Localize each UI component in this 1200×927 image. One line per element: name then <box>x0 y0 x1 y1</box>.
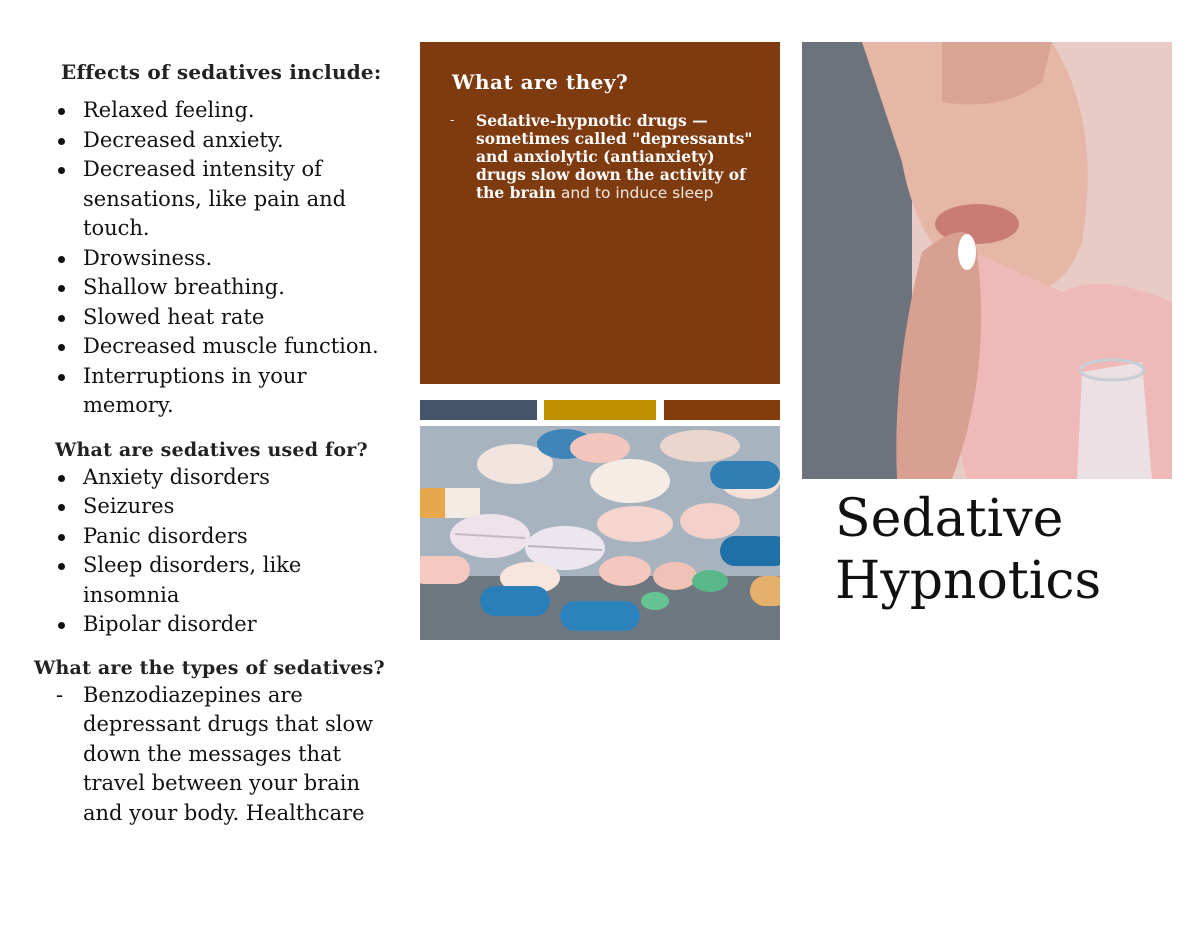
effects-item <box>30 155 400 244</box>
effects-item <box>30 126 400 156</box>
panel-line: and anxiolytic (antianxiety) <box>476 147 715 166</box>
panel-line: Sedative-hypnotic drugs — <box>476 111 708 130</box>
title-line-1: Sedative <box>835 489 1064 549</box>
effects-line: Shallow breathing. <box>83 275 285 299</box>
bullet-dot <box>58 167 65 174</box>
bullet-dot <box>58 622 65 629</box>
effects-item <box>30 273 400 303</box>
woman-illustration <box>802 42 1172 479</box>
uses-item <box>30 522 400 552</box>
panel-text <box>476 112 766 184</box>
woman-taking-pill-photo <box>802 42 1172 479</box>
types-line: and your body. Healthcare <box>83 800 365 825</box>
accent-bar-slate <box>420 400 537 420</box>
accent-bar-brown <box>664 400 780 420</box>
bullet-dot <box>58 344 65 351</box>
effects-line: touch. <box>83 216 150 240</box>
bullet-dot <box>58 563 65 570</box>
effects-line: Decreased muscle function. <box>83 334 379 358</box>
bullet-dot <box>58 285 65 292</box>
dash-marker: - <box>450 113 455 128</box>
panel-light-text: and to induce sleep <box>555 184 714 202</box>
panel-bold-text: the brain <box>476 183 556 202</box>
uses-item <box>30 610 400 640</box>
types-line: down the messages that <box>83 741 341 766</box>
uses-line: Seizures <box>83 494 175 518</box>
pills-illustration <box>420 426 780 640</box>
brochure-title <box>835 488 1101 612</box>
bullet-dot <box>58 504 65 511</box>
title-line-2: Hypnotics <box>835 551 1102 611</box>
effects-line: Relaxed feeling. <box>83 98 255 122</box>
effects-item <box>30 362 400 421</box>
left-column <box>30 60 400 828</box>
types-line: Benzodiazepines are <box>83 682 303 707</box>
bullet-dot <box>58 138 65 145</box>
effects-heading: Effects of sedatives include: <box>61 60 382 84</box>
types-text <box>83 681 400 829</box>
accent-bar-gold <box>544 400 656 420</box>
effects-line: Drowsiness. <box>83 245 213 270</box>
uses-list <box>30 463 400 640</box>
effects-item <box>30 332 400 362</box>
effects-line: Decreased anxiety. <box>83 127 284 152</box>
uses-heading: What are sedatives used for? <box>55 438 368 461</box>
uses-item <box>30 463 400 493</box>
effects-list <box>30 96 400 421</box>
what-are-they-panel <box>420 42 780 384</box>
panel-body <box>450 111 766 202</box>
uses-line: Bipolar disorder <box>83 612 257 636</box>
effects-item <box>30 303 400 333</box>
effects-line: sensations, like pain and <box>83 186 347 211</box>
dash-marker: - <box>56 682 64 707</box>
panel-line: sometimes called "depressants" <box>476 129 753 148</box>
effects-line: Interruptions in your <box>83 363 307 388</box>
pills-photo <box>420 426 780 640</box>
uses-line: insomnia <box>83 582 180 607</box>
types-item <box>30 681 400 829</box>
bullet-dot <box>58 534 65 541</box>
effects-item <box>30 96 400 126</box>
bullet-dot <box>58 374 65 381</box>
bullet-dot <box>58 475 65 482</box>
uses-line: Panic disorders <box>83 523 248 548</box>
effects-item <box>30 244 400 274</box>
panel-last-line <box>476 184 766 202</box>
bullet-dot <box>58 256 65 263</box>
types-list <box>30 681 400 829</box>
panel-title: What are they? <box>452 70 629 94</box>
uses-item <box>30 551 400 610</box>
effects-line: Decreased intensity of <box>83 157 322 181</box>
types-line: travel between your brain <box>83 771 361 795</box>
types-heading: What are the types of sedatives? <box>34 656 385 679</box>
bullet-dot <box>58 108 65 115</box>
bullet-dot <box>58 315 65 322</box>
uses-item <box>30 492 400 522</box>
panel-line: drugs slow down the activity of <box>476 165 746 184</box>
uses-line: Anxiety disorders <box>83 464 270 489</box>
uses-line: Sleep disorders, like <box>83 553 302 577</box>
types-line: depressant drugs that slow <box>83 712 374 736</box>
effects-line: Slowed heat rate <box>83 304 265 329</box>
effects-line: memory. <box>83 393 174 417</box>
